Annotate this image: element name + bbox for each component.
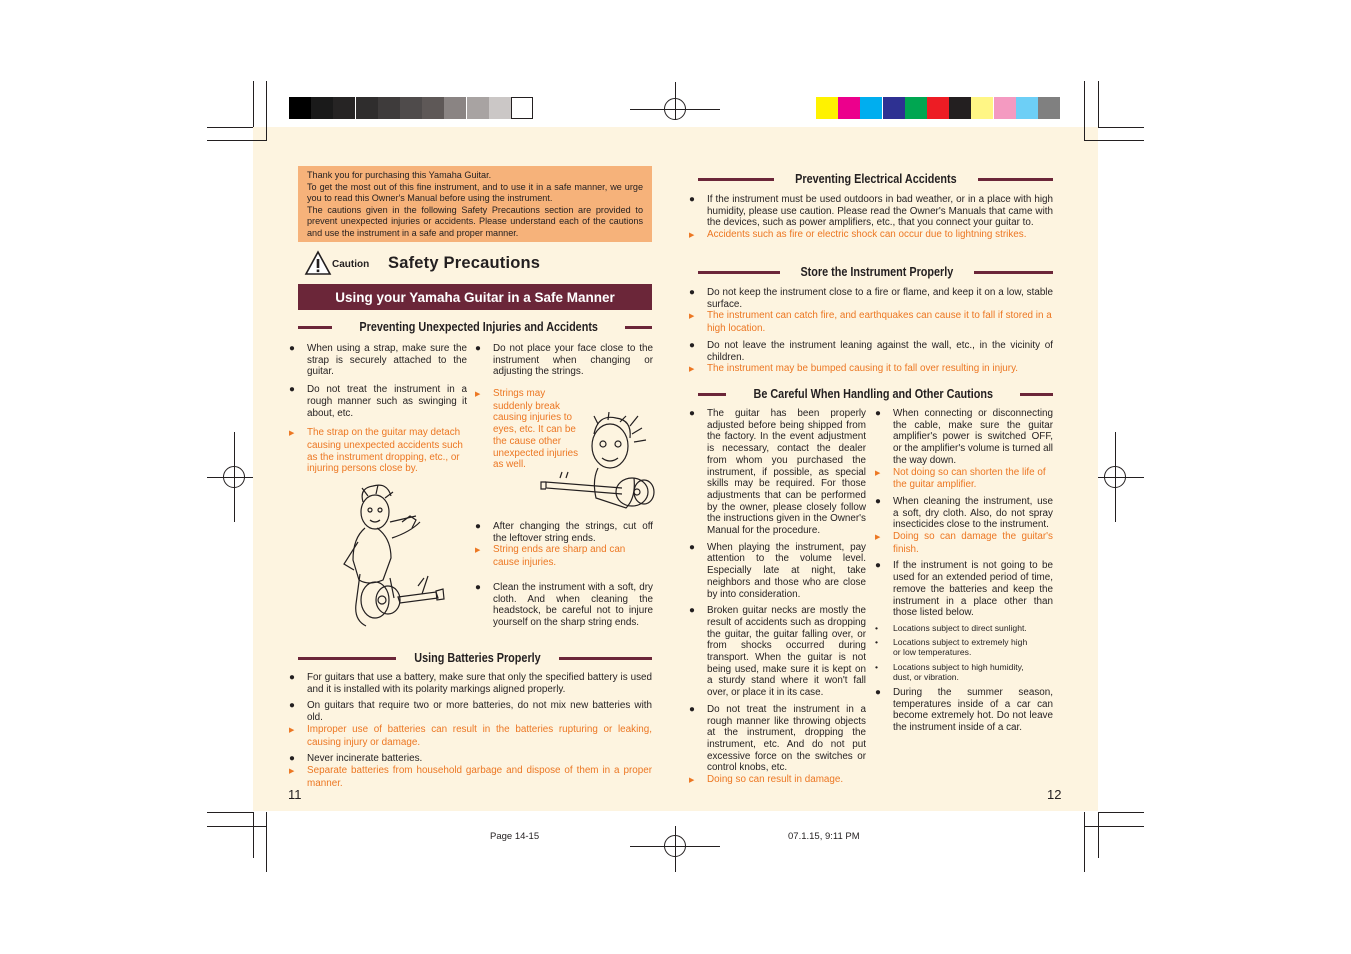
- color-swatch: [467, 97, 489, 119]
- color-swatch: [422, 97, 444, 119]
- bullet-text: Never incinerate batteries.: [307, 753, 423, 765]
- color-swatch: [489, 97, 511, 119]
- bullet-text: Broken guitar necks are mostly the result of accidents such as dropping the guitar, the guitar falling over, or from shocks occurred during transport. When the guitar is not being used, make sure it is kept on a sturdy stand where it won't fall over, or place it in its case.: [707, 605, 866, 699]
- section-heading-text: Store the Instrument Properly: [800, 265, 954, 279]
- page-number-left: 11: [288, 787, 302, 802]
- color-swatch: [883, 97, 905, 119]
- handling-left-column: ● The guitar has been properly adjusted before being shipped from the factory. In the event adjustment is necessary, contact the dealer from whom you purchased the instrument, if possible, as special skills may be required. For those adjustments that can be performed by the owner, please closely follow the instructions given in the Owner's Manual for the procedure. ● When playing the instrument, pay attention to the volume level. Especially late at night, take neighbors and those who are close by into consideration. ● Broken guitar necks are mostly the result of accidents such as dropping the guitar, the guitar falling over, or from shocks occurred during transport. When the guitar is not being used, make sure it is kept on a sturdy stand where it won't fall over, or place it in its case. ● Do not treat the instrument in a rough manner like throwing objects at the instrument, dropping the instrument, etc. And do not put excessive force on the switches or control knobs, etc. ▶ Doing so can result in damage.: [689, 408, 866, 786]
- color-swatch: [333, 97, 355, 119]
- section-heading-text: Using Batteries Properly: [414, 651, 541, 665]
- warning-text: Separate batteries from household garbage and dispose of them in a proper manner.: [307, 764, 652, 789]
- bullet-text: When using a strap, make sure the strap is securely attached to the guitar.: [307, 343, 467, 378]
- warning-text: Not doing so can shorten the life of the guitar amplifier.: [893, 466, 1046, 491]
- section-heading-text: Preventing Electrical Accidents: [795, 172, 957, 186]
- color-swatch: [311, 97, 333, 119]
- warning-text: The instrument may be bumped causing it to fall over resulting in injury.: [707, 363, 1019, 375]
- bullet-text: For guitars that use a battery, make sure that only the specified battery is used and it is installed with its polarity markings aligned properly.: [307, 672, 652, 695]
- page-number-right: 12: [1047, 787, 1062, 802]
- bullet-text: On guitars that require two or more batteries, do not mix new batteries with old.: [307, 700, 652, 724]
- warning-text: Accidents such as fire or electric shock can occur due to lightning strikes.: [707, 229, 1027, 241]
- location-item: dust, or vibration.: [893, 671, 959, 682]
- section-heading: [698, 265, 1053, 279]
- section-heading-text: Be Careful When Handling and Other Cautions: [753, 387, 993, 401]
- color-swatch: [838, 97, 860, 119]
- footer-timestamp: 07.1.15, 9:11 PM: [788, 831, 860, 842]
- color-swatch: [860, 97, 882, 119]
- color-swatch: [905, 97, 927, 119]
- section-heading: [298, 651, 652, 665]
- intro-text: The cautions given in the following Safety Precautions section are provided to prevent unexpected injuries or accidents. Please understand each of the cautions and use the instrument in a safe and proper manner.: [307, 204, 643, 238]
- footer-page-range: Page 14-15: [490, 831, 540, 842]
- warning-text: Doing so can damage the guitar's finish.: [893, 531, 1053, 555]
- bullet-text: Do not place your face close to the instrument when changing or adjusting the strings.: [493, 343, 653, 378]
- electrical-column: ● If the instrument must be used outdoors in bad weather, or in a place with high humidity, please use caution. Please read the Owner's Manuals that came with the devices, such as power amplifiers, etc., that you connect your guitar to. ▶ Accidents such as fire or electric shock can occur due to lightning strikes.: [689, 194, 1053, 241]
- bullet-text: After changing the strings, cut off the leftover string ends.: [493, 521, 653, 544]
- injuries-left-column: ● When using a strap, make sure the strap is securely attached to the guitar. ● Do not treat the instrument in a rough manner such as swinging it about, etc. ▶ The strap on the guitar may detach causing unexpected accidents such as the instrument dropping, etc., or injuring persons close by.: [289, 343, 467, 475]
- section-heading-text: Preventing Unexpected Injuries and Accidents: [359, 320, 598, 334]
- section-heading: [698, 172, 1053, 186]
- color-swatch: [511, 97, 533, 119]
- page-title: Safety Precautions: [388, 254, 541, 272]
- warning-text: The strap on the guitar may detach causing unexpected accidents such as the instrument dropping, etc., or injuring persons close by.: [307, 427, 463, 475]
- warning-text: Doing so can result in damage.: [707, 774, 844, 786]
- location-item: or low temperatures.: [893, 647, 972, 658]
- bullet-text: If the instrument is not going to be used for an extended period of time, remove the batteries and keep the instrument in a place other than those listed below.: [893, 560, 1053, 619]
- bullet-text: During the summer season, temperatures inside of a car can become extremely hot. Do not leave the instrument inside of a car.: [893, 686, 1053, 734]
- handling-right-column: ● When connecting or disconnecting the cable, make sure the guitar amplifier's power is switched OFF, or the amplifier's volume is turned all the way down. ▶ Not doing so can shorten the life of the guitar amplifier. ● When cleaning the instrument, use a soft, dry cloth. Also, do not spray insecticides close to the instrument. ▶ Doing so can damage the guitar's finish. ● If the instrument is not going to be used for an extended period of time, remove the batteries and keep the instrument in a place other than those listed below. • Locations subject to direct sunlight. • Locations subject to extremely high or low temperatures. • Locations subject to high humidity, dust, or vibration. ● During the summer season, temperatures inside of a car can become extremely hot. Do not leave the instrument inside of a car.: [875, 408, 1053, 734]
- bullet-text: Do not treat the instrument in a rough manner like throwing objects at the instrument, dropping the instrument, etc. And do not put excessive force on the switches or control knobs, etc.: [707, 703, 866, 774]
- color-swatch: [971, 97, 993, 119]
- location-item: Locations subject to high humidity,: [893, 661, 1024, 672]
- bullet-text: Do not treat the instrument in a rough manner such as swinging it about, etc.: [307, 384, 467, 419]
- color-swatch: [1038, 97, 1060, 119]
- caution-label: Caution: [332, 259, 370, 270]
- color-swatch: [289, 97, 311, 119]
- color-swatch: [400, 97, 422, 119]
- bullet-text: When playing the instrument, pay attention to the volume level. Especially late at night, take neighbors and those who are close by into consideration.: [707, 541, 866, 600]
- warning-text: Strings may suddenly break causing injuries to eyes, etc. It can be the cause other unexpected injuries as well.: [493, 388, 579, 471]
- color-swatch: [949, 97, 971, 119]
- caution-triangle-icon: [304, 250, 332, 276]
- color-swatch: [994, 97, 1016, 119]
- color-swatch: [1016, 97, 1038, 119]
- color-swatch: [356, 97, 378, 119]
- bullet-text: Do not leave the instrument leaning against the wall, etc., in the vicinity of children.: [707, 339, 1053, 363]
- section-heading: [698, 387, 1053, 401]
- color-swatch: [444, 97, 466, 119]
- intro-box: [298, 166, 652, 242]
- bullet-text: When connecting or disconnecting the cable, make sure the guitar amplifier's power is switched OFF, or the amplifier's volume is turned all the way down.: [893, 408, 1053, 466]
- color-swatch: [816, 97, 838, 119]
- injuries-right-column: ● Do not place your face close to the instrument when changing or adjusting the strings.: [475, 343, 653, 378]
- warning-text: Improper use of batteries can result in the batteries rupturing or leaking, causing injury or damage.: [307, 723, 652, 748]
- bullet-text: When cleaning the instrument, use a soft, dry cloth. Also, do not spray insecticides close to the instrument.: [893, 495, 1053, 531]
- batteries-column: ● For guitars that use a battery, make sure that only the specified battery is used and it is installed with its polarity markings aligned properly. ● On guitars that require two or more batteries, do not mix new batteries with old. ▶ Improper use of batteries can result in the batteries rupturing or leaking, causing injury or damage. ● Never incinerate batteries. ▶ Separate batteries from household garbage and dispose of them in a proper manner.: [289, 672, 652, 789]
- intro-text: To get the most out of this fine instrument, and to use it in a safe manner, we urge you to read this Owner's Manual before using the instrument.: [307, 181, 643, 204]
- warning-text: The instrument can catch fire, and earthquakes can cause it to fall if stored in a high location.: [707, 310, 1052, 335]
- strings-warning: ▶ Strings may suddenly break causing injuries to eyes, etc. It can be the cause other unexpected injuries as well.: [475, 388, 579, 471]
- section-banner: Using your Yamaha Guitar in a Safe Manner: [298, 284, 652, 310]
- guitarist-illustration: [330, 482, 445, 630]
- bullet-text: The guitar has been properly adjusted before being shipped from the factory. In the event adjustment is necessary, contact the dealer from whom you purchased the instrument, if possible, as special skills may be required. For those adjustments that can be performed by the owner, please closely follow the instructions given in the Owner's Manual for the procedure.: [707, 408, 866, 537]
- color-swatch: [927, 97, 949, 119]
- bullet-text: If the instrument must be used outdoors in bad weather, or in a place with high humidity, please use caution. Please read the Owner's Manuals that came with the devices, such as power amplifiers, etc., that you connect your guitar to.: [707, 194, 1053, 229]
- color-swatch: [378, 97, 400, 119]
- location-item: Locations subject to direct sunlight.: [893, 622, 1027, 633]
- intro-text: Thank you for purchasing this Yamaha Guitar.: [307, 170, 492, 180]
- warning-text: String ends are sharp and can cause injuries.: [493, 544, 626, 569]
- bullet-text: Clean the instrument with a soft, dry cloth. And when cleaning the headstock, be careful not to injure yourself on the sharp string ends.: [493, 581, 653, 628]
- storage-column: ● Do not keep the instrument close to a fire or flame, and keep it on a low, stable surface. ▶ The instrument can catch fire, and earthquakes can cause it to fall if stored in a high location. ● Do not leave the instrument leaning against the wall, etc., in the vicinity of children. ▶ The instrument may be bumped causing it to fall over resulting in injury.: [689, 287, 1053, 375]
- location-item: Locations subject to extremely high: [893, 637, 1028, 648]
- bullet-text: Do not keep the instrument close to a fire or flame, and keep it on a low, stable surface.: [707, 287, 1053, 310]
- section-heading: [298, 320, 652, 334]
- injuries-right-column-lower: ● After changing the strings, cut off the leftover string ends. ▶ String ends are sharp and can cause injuries. ● Clean the instrument with a soft, dry cloth. And when cleaning the headstock, be careful not to injure yourself on the sharp string ends.: [475, 521, 653, 628]
- guitarist-illustration: [540, 412, 655, 512]
